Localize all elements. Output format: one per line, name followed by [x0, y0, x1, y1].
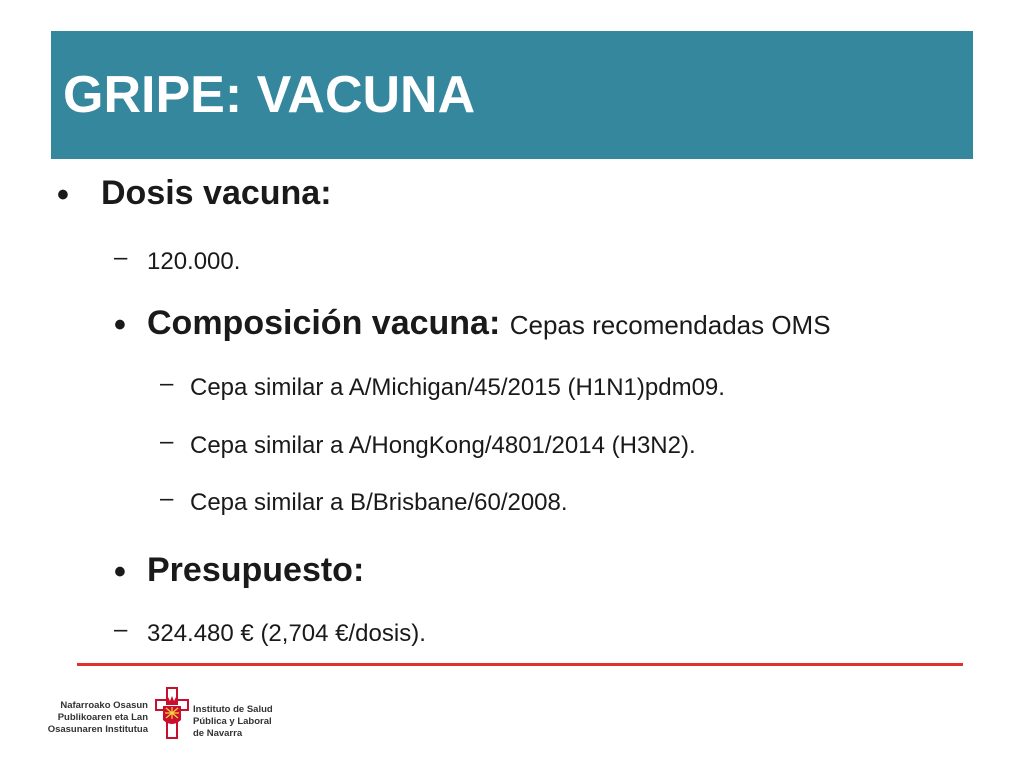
dash-marker: – [114, 616, 128, 643]
bullet-presupuesto: Presupuesto: [147, 551, 365, 589]
bullet-marker: • [114, 306, 126, 344]
navarra-shield-logo [154, 686, 190, 740]
bullet-dosis: Dosis vacuna: [101, 174, 332, 212]
title-bar [51, 31, 973, 159]
bullet-composicion [147, 305, 831, 343]
dash-marker: – [160, 428, 174, 455]
bullet-marker: • [57, 176, 69, 214]
budget-value: 324.480 € (2,704 €/dosis). [147, 620, 426, 647]
slide-title: GRIPE: VACUNA [63, 66, 476, 124]
divider-rule [77, 663, 963, 666]
dash-marker: – [114, 244, 128, 271]
doses-value: 120.000. [147, 248, 241, 275]
institute-name-spanish: Instituto de Salud Pública y Laboral de Navarra [193, 704, 273, 739]
institute-name-basque: Nafarroako Osasun Publikoaren eta Lan Osasunaren Institutua [47, 700, 148, 735]
composicion-label: Composición vacuna: [147, 304, 501, 342]
dash-marker: – [160, 370, 174, 397]
strain-item: Cepa similar a A/Michigan/45/2015 (H1N1)pdm09. [190, 374, 725, 401]
strain-item: Cepa similar a B/Brisbane/60/2008. [190, 489, 568, 516]
dash-marker: – [160, 485, 174, 512]
strain-item: Cepa similar a A/HongKong/4801/2014 (H3N2). [190, 432, 696, 459]
bullet-marker: • [114, 553, 126, 591]
composicion-detail: Cepas recomendadas OMS [509, 310, 831, 340]
